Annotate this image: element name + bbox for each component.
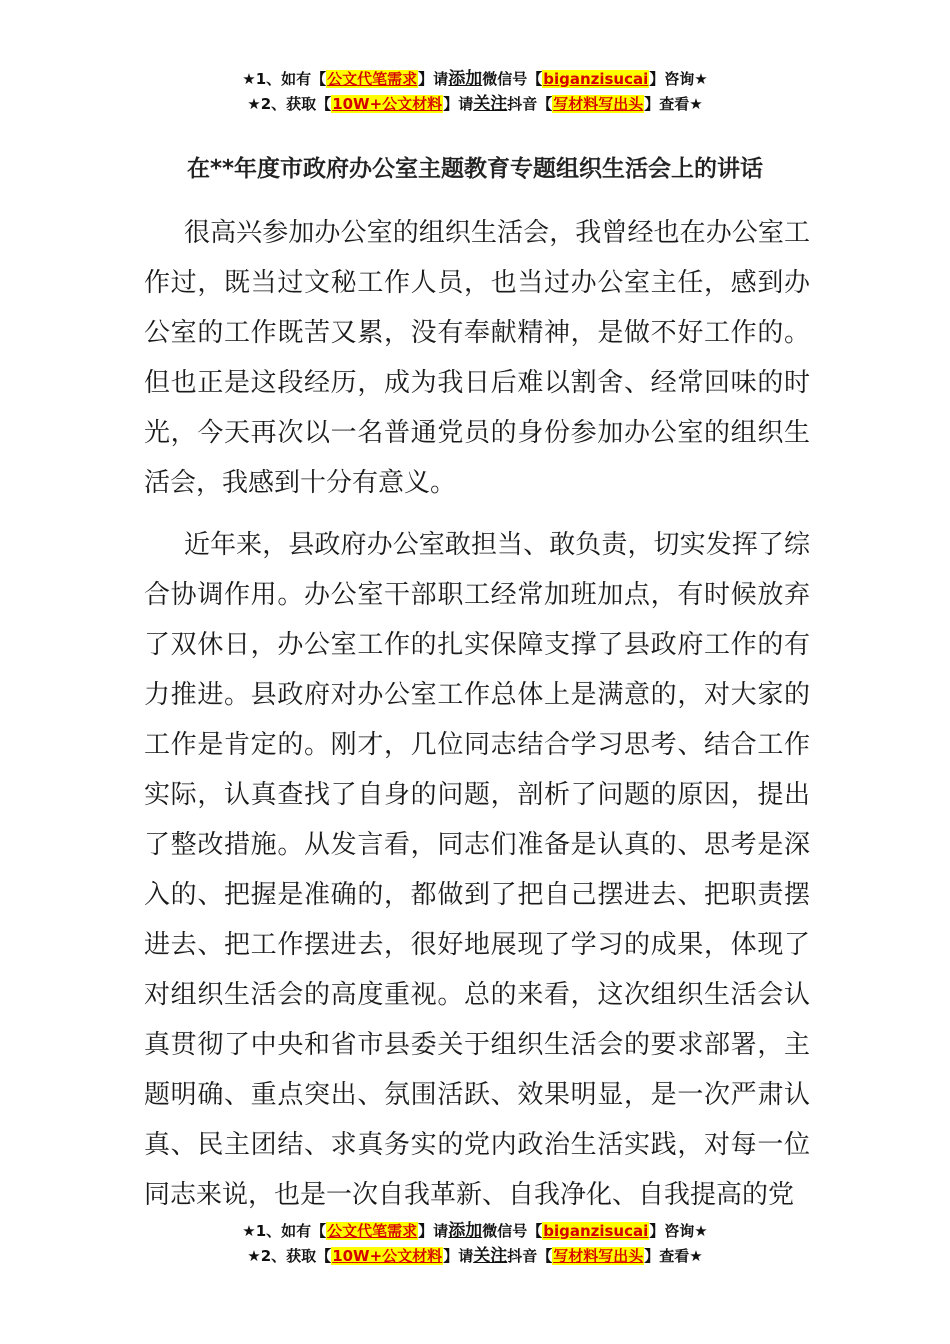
- notice-highlight: 公文代笔需求: [327, 1222, 418, 1240]
- notice-highlight: 10W+公文材料: [332, 1247, 443, 1265]
- notice-text: ★2、获取【: [247, 1247, 332, 1265]
- notice-highlight: 公文代笔需求: [327, 70, 418, 88]
- notice-text: 】请: [443, 95, 474, 113]
- document-body: [144, 208, 810, 1220]
- notice-text: 抖音【: [507, 95, 553, 113]
- notice-highlight: biganzisucai: [543, 1222, 649, 1240]
- notice-text: 微信号【: [482, 1222, 543, 1240]
- notice-line-2: [0, 1244, 950, 1269]
- paragraph-2: 近年来，县政府办公室敢担当、敢负责，切实发挥了综合协调作用。办公室干部职工经常加班加点，有时候放弃了双休日，办公室工作的扎实保障支撑了县政府工作的有力推进。县政府对办公室工作总体上是满意的，对大家的工作是肯定的。刚才，几位同志结合学习思考、结合工作实际，认真查找了自身的问题，剖析了问题的原因，提出了整改措施。从发言看，同志们准备是认真的、思考是深入的、把握是准确的，都做到了把自己摆进去、把职责摆进去、把工作摆进去，很好地展现了学习的成果，体现了对组织生活会的高度重视。总的来看，这次组织生活会认真贯彻了中央和省市县委关于组织生活会的要求部署，主题明确、重点突出、氛围活跃、效果明显，是一次严肃认真、民主团结、求真务实的党内政治生活实践，对每一位同志来说，也是一次自我革新、自我净化、自我提高的党: [144, 530, 810, 1210]
- notice-highlight: 写材料写出头: [553, 95, 644, 113]
- notice-emphasis: 关注: [473, 1246, 508, 1266]
- notice-text: 微信号【: [482, 70, 543, 88]
- notice-text: 抖音【: [507, 1247, 553, 1265]
- notice-line-1: [0, 67, 950, 92]
- notice-text: 】请: [418, 70, 449, 88]
- notice-text: ★1、如有【: [242, 1222, 327, 1240]
- notice-text: 】请: [418, 1222, 449, 1240]
- document-title: 在**年度市政府办公室主题教育专题组织生活会上的讲话: [186, 156, 764, 182]
- notice-text: 】查看★: [644, 95, 703, 113]
- notice-highlight: 写材料写出头: [553, 1247, 644, 1265]
- footer-notice: [0, 1219, 950, 1269]
- notice-text: ★2、获取【: [247, 95, 332, 113]
- notice-text: 】咨询★: [649, 1222, 708, 1240]
- header-notice: [0, 67, 950, 117]
- notice-emphasis: 添加: [448, 1221, 483, 1241]
- notice-text: 】咨询★: [649, 70, 708, 88]
- notice-text: ★1、如有【: [242, 70, 327, 88]
- notice-highlight: biganzisucai: [543, 70, 649, 88]
- notice-highlight: 10W+公文材料: [332, 95, 443, 113]
- paragraph-1: 很高兴参加办公室的组织生活会，我曾经也在办公室工作过，既当过文秘工作人员，也当过办公室主任，感到办公室的工作既苦又累，没有奉献精神，是做不好工作的。但也正是这段经历，成为我日后难以割舍、经常回味的时光，今天再次以一名普通党员的身份参加办公室的组织生活会，我感到十分有意义。: [144, 218, 810, 498]
- notice-emphasis: 关注: [473, 94, 508, 114]
- notice-line-2: [0, 92, 950, 117]
- notice-text: 】请: [443, 1247, 474, 1265]
- notice-line-1: [0, 1219, 950, 1244]
- notice-emphasis: 添加: [448, 69, 483, 89]
- notice-text: 】查看★: [644, 1247, 703, 1265]
